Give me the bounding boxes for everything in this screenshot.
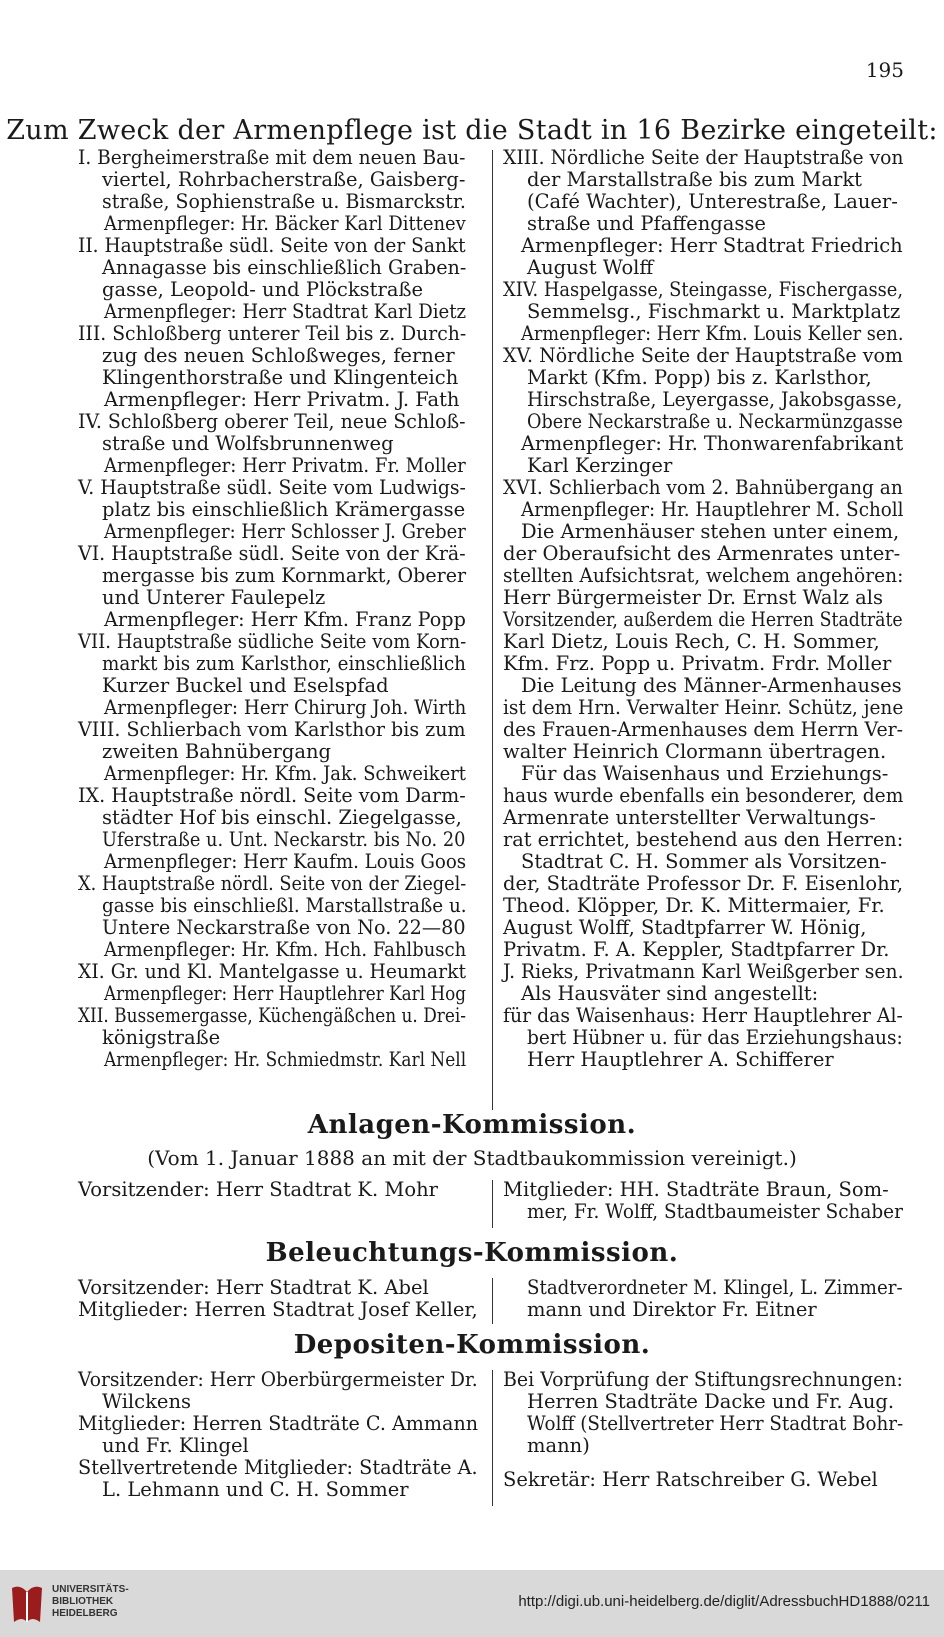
text-line: Armenpfleger: Herr Kfm. Franz Popp (104, 608, 466, 631)
text-line: Armenpfleger: Hr. Kfm. Hch. Fahlbusch (104, 938, 467, 961)
text-line: haus wurde ebenfalls ein besonderer, dem (503, 784, 904, 807)
text-line: straße und Pfaffengasse (527, 212, 766, 235)
text-line: Bei Vorprüfung der Stiftungsrechnungen: (503, 1368, 903, 1391)
text-line: Vorsitzender, außerdem die Herren Stadträte (503, 608, 903, 631)
text-line: straße, Sophienstraße u. Bismarckstr. (102, 190, 466, 213)
column-divider (492, 1180, 493, 1228)
text-line: Armenpfleger: Herr Privatm. J. Fath (104, 388, 460, 411)
text-line: J. Rieks, Privatmann Karl Weißgerber sen. (503, 960, 904, 983)
text-line: Armenpfleger: Hr. Kfm. Jak. Schweikert (104, 762, 466, 785)
text-line: Für das Waisenhaus und Erziehungs- (521, 762, 889, 785)
text-line: Als Hausväter sind angestellt: (521, 982, 819, 1005)
depositen-title: Depositen-Kommission. (293, 1330, 651, 1360)
text-line: platz bis einschließlich Krämergasse (102, 498, 466, 521)
text-line: viertel, Rohrbacherstraße, Gaisberg- (102, 168, 466, 191)
page-title: Zum Zweck der Armenpflege ist die Stadt in 16 Bezirke eingeteilt: (6, 115, 938, 146)
text-line: Untere Neckarstraße von No. 22—80 (102, 916, 466, 939)
text-line: Vorsitzender: Herr Oberbürgermeister Dr. (78, 1368, 478, 1391)
text-line: Die Leitung des Männer-Armenhauses (521, 674, 902, 697)
text-line: August Wolff (527, 256, 654, 279)
text-line: Mitglieder: Herren Stadtrat Josef Keller, (78, 1298, 478, 1321)
text-line: mann) (527, 1434, 590, 1457)
text-line: Kfm. Frz. Popp u. Privatm. Frdr. Moller (503, 652, 892, 675)
text-line: mer, Fr. Wolff, Stadtbaumeister Schaber (527, 1200, 903, 1223)
anlagen-title: Anlagen-Kommission. (307, 1110, 637, 1140)
text-line: und Fr. Klingel (102, 1434, 249, 1457)
text-line: Privatm. F. A. Keppler, Stadtpfarrer Dr. (503, 938, 890, 961)
text-line: Wilckens (102, 1390, 192, 1413)
text-line: Mitglieder: HH. Stadträte Braun, Som- (503, 1178, 889, 1201)
text-line: rat errichtet, bestehend aus den Herren: (503, 828, 904, 851)
text-line: stellten Aufsichtsrat, welchem angehören: (503, 564, 904, 587)
footer-bar (0, 1570, 944, 1637)
institution-line: BIBLIOTHEK (52, 1596, 114, 1607)
text-line: VIII. Schlierbach vom Karlsthor bis zum (78, 718, 466, 741)
text-line: Karl Dietz, Louis Rech, C. H. Sommer, (503, 630, 880, 653)
text-line: Armenpfleger: Herr Hauptlehrer Karl Hog (104, 982, 466, 1005)
text-line: Wolff (Stellvertreter Herr Stadtrat Bohr- (527, 1412, 904, 1435)
text-line: X. Hauptstraße nördl. Seite von der Ziegel- (78, 872, 467, 895)
text-line: Armenpfleger: Herr Kaufm. Louis Goos (104, 850, 467, 873)
text-line: walter Heinrich Clormann übertragen. (503, 740, 887, 763)
text-line: Obere Neckarstraße u. Neckarmünzgasse (527, 410, 903, 433)
text-line: Armenrate unterstellter Verwaltungs- (503, 806, 876, 829)
right-column (503, 146, 904, 1071)
depositen-left (78, 1368, 478, 1508)
text-line: Karl Kerzinger (527, 454, 673, 477)
text-line: XIV. Haspelgasse, Steingasse, Fischergasse, (503, 278, 904, 301)
text-line: mann und Direktor Fr. Eitner (527, 1298, 817, 1321)
depositen-right (503, 1368, 903, 1508)
text-line: Die Armenhäuser stehen unter einem, (521, 520, 900, 543)
text-line: Theod. Klöpper, Dr. K. Mittermaier, Fr. (503, 894, 885, 917)
text-line: Stadtrat C. H. Sommer als Vorsitzen- (521, 850, 887, 873)
text-line: Armenpfleger: Herr Schlosser J. Greber (104, 520, 466, 543)
text-line: der, Stadträte Professor Dr. F. Eisenlohr, (503, 872, 904, 895)
text-line: VI. Hauptstraße südl. Seite von der Krä- (78, 542, 466, 565)
text-line: II. Hauptstraße südl. Seite von der Sankt (78, 234, 466, 257)
text-line: Semmelsg., Fischmarkt u. Marktplatz (527, 300, 901, 323)
beleuchtung-left (78, 1276, 478, 1326)
anlagen-right (503, 1178, 903, 1228)
text-line: des Frauen-Armenhauses dem Herrn Ver- (503, 718, 904, 741)
text-line: Armenpfleger: Hr. Thonwarenfabrikant (521, 432, 904, 455)
column-divider (492, 1370, 493, 1506)
text-line: Vorsitzender: Herr Stadtrat K. Mohr (78, 1178, 438, 1201)
text-line: Armenpfleger: Herr Kfm. Louis Keller sen. (521, 322, 904, 345)
text-line: August Wolff, Stadtpfarrer W. Hönig, (503, 916, 867, 939)
text-line: gasse bis einschließl. Marstallstraße u. (102, 894, 467, 917)
text-line: Hirschstraße, Leyergasse, Jakobsgasse, (527, 388, 903, 411)
text-line: Klingenthorstraße und Klingenteich (102, 366, 459, 389)
text-line: Vorsitzender: Herr Stadtrat K. Abel (78, 1276, 429, 1299)
text-line: Mitglieder: Herren Stadträte C. Ammann (78, 1412, 479, 1435)
source-url[interactable]: http://digi.ub.uni-heidelberg.de/diglit/AdressbuchHD1888/0211 (518, 1593, 930, 1610)
text-line: Annagasse bis einschließlich Graben- (102, 256, 467, 279)
text-line: Markt (Kfm. Popp) bis z. Karlsthor, (527, 366, 872, 389)
text-line: III. Schloßberg unterer Teil bis z. Durch- (78, 322, 467, 345)
text-line: IX. Hauptstraße nördl. Seite vom Darm- (78, 784, 466, 807)
text-line: I. Bergheimerstraße mit dem neuen Bau- (78, 146, 466, 169)
text-line: straße und Wolfsbrunnenweg (102, 432, 394, 455)
text-line: und Unterer Faulepelz (102, 586, 326, 609)
text-line: mergasse bis zum Kornmarkt, Oberer (102, 564, 467, 587)
text-line: zug des neuen Schloßweges, ferner (102, 344, 455, 367)
institution-line: UNIVERSITÄTS- (52, 1584, 129, 1595)
anlagen-subtitle: (Vom 1. Januar 1888 an mit der Stadtbaukommission vereinigt.) (147, 1146, 797, 1170)
page-number: 195 (865, 58, 904, 82)
text-line: XVI. Schlierbach vom 2. Bahnübergang an (503, 476, 903, 499)
text-line: Uferstraße u. Unt. Neckarstr. bis No. 20 (102, 828, 466, 851)
text-line: V. Hauptstraße südl. Seite vom Ludwigs- (78, 476, 466, 499)
university-logo-icon (10, 1582, 44, 1626)
text-line: Armenpfleger: Herr Stadtrat Karl Dietz (104, 300, 467, 323)
text-line: XI. Gr. und Kl. Mantelgasse u. Heumarkt (78, 960, 467, 983)
text-line: zweiten Bahnübergang (102, 740, 332, 763)
text-line: städter Hof bis einschl. Ziegelgasse, (102, 806, 462, 829)
column-divider (492, 150, 493, 1110)
institution-line: HEIDELBERG (52, 1608, 118, 1619)
column-divider (492, 1278, 493, 1324)
text-line: Armenpfleger: Herr Privatm. Fr. Moller (104, 454, 466, 477)
text-line: königstraße (102, 1026, 221, 1049)
text-line: ist dem Hrn. Verwalter Heinr. Schütz, jene (503, 696, 904, 719)
text-line: Armenpfleger: Hr. Schmiedmstr. Karl Nell (104, 1048, 467, 1071)
text-line: Armenpfleger: Herr Chirurg Joh. Wirth (104, 696, 467, 719)
text-line: XIII. Nördliche Seite der Hauptstraße von (503, 146, 904, 169)
text-line: der Marstallstraße bis zum Markt (527, 168, 862, 191)
text-line: L. Lehmann und C. H. Sommer (102, 1478, 409, 1501)
text-line: (Café Wachter), Unterestraße, Lauer- (527, 190, 898, 213)
text-line: markt bis zum Karlsthor, einschließlich (102, 652, 466, 675)
text-line: Herr Bürgermeister Dr. Ernst Walz als (503, 586, 884, 609)
text-line: Armenpfleger: Hr. Hauptlehrer M. Scholl (521, 498, 904, 521)
text-line: XV. Nördliche Seite der Hauptstraße vom (503, 344, 903, 367)
text-line: bert Hübner u. für das Erziehungshaus: (527, 1026, 903, 1049)
beleuchtung-title: Beleuchtungs-Kommission. (265, 1238, 679, 1268)
text-line: gasse, Leopold- und Plöckstraße (102, 278, 424, 301)
beleuchtung-right (503, 1276, 903, 1326)
text-line: der Oberaufsicht des Armenrates unter- (503, 542, 901, 565)
text-line: Stadtverordneter M. Klingel, L. Zimmer- (527, 1276, 903, 1299)
text-line: Armenpfleger: Hr. Bäcker Karl Dittenev (104, 212, 466, 235)
text-line: Sekretär: Herr Ratschreiber G. Webel (503, 1468, 878, 1491)
text-line: Herren Stadträte Dacke und Fr. Aug. (527, 1390, 895, 1413)
text-line: XII. Bussemergasse, Küchengäßchen u. Drei- (78, 1004, 467, 1027)
text-line: Herr Hauptlehrer A. Schifferer (527, 1048, 834, 1071)
text-line: für das Waisenhaus: Herr Hauptlehrer Al- (503, 1004, 903, 1027)
text-line: Kurzer Buckel und Eselspfad (102, 674, 389, 697)
institution-name (52, 1584, 129, 1620)
text-line: Stellvertretende Mitglieder: Stadträte A. (78, 1456, 478, 1479)
anlagen-left (78, 1178, 478, 1228)
text-line: IV. Schloßberg oberer Teil, neue Schloß- (78, 410, 466, 433)
text-line: Armenpfleger: Herr Stadtrat Friedrich (521, 234, 903, 257)
left-column (78, 146, 467, 1071)
text-line: VII. Hauptstraße südliche Seite vom Korn- (78, 630, 467, 653)
